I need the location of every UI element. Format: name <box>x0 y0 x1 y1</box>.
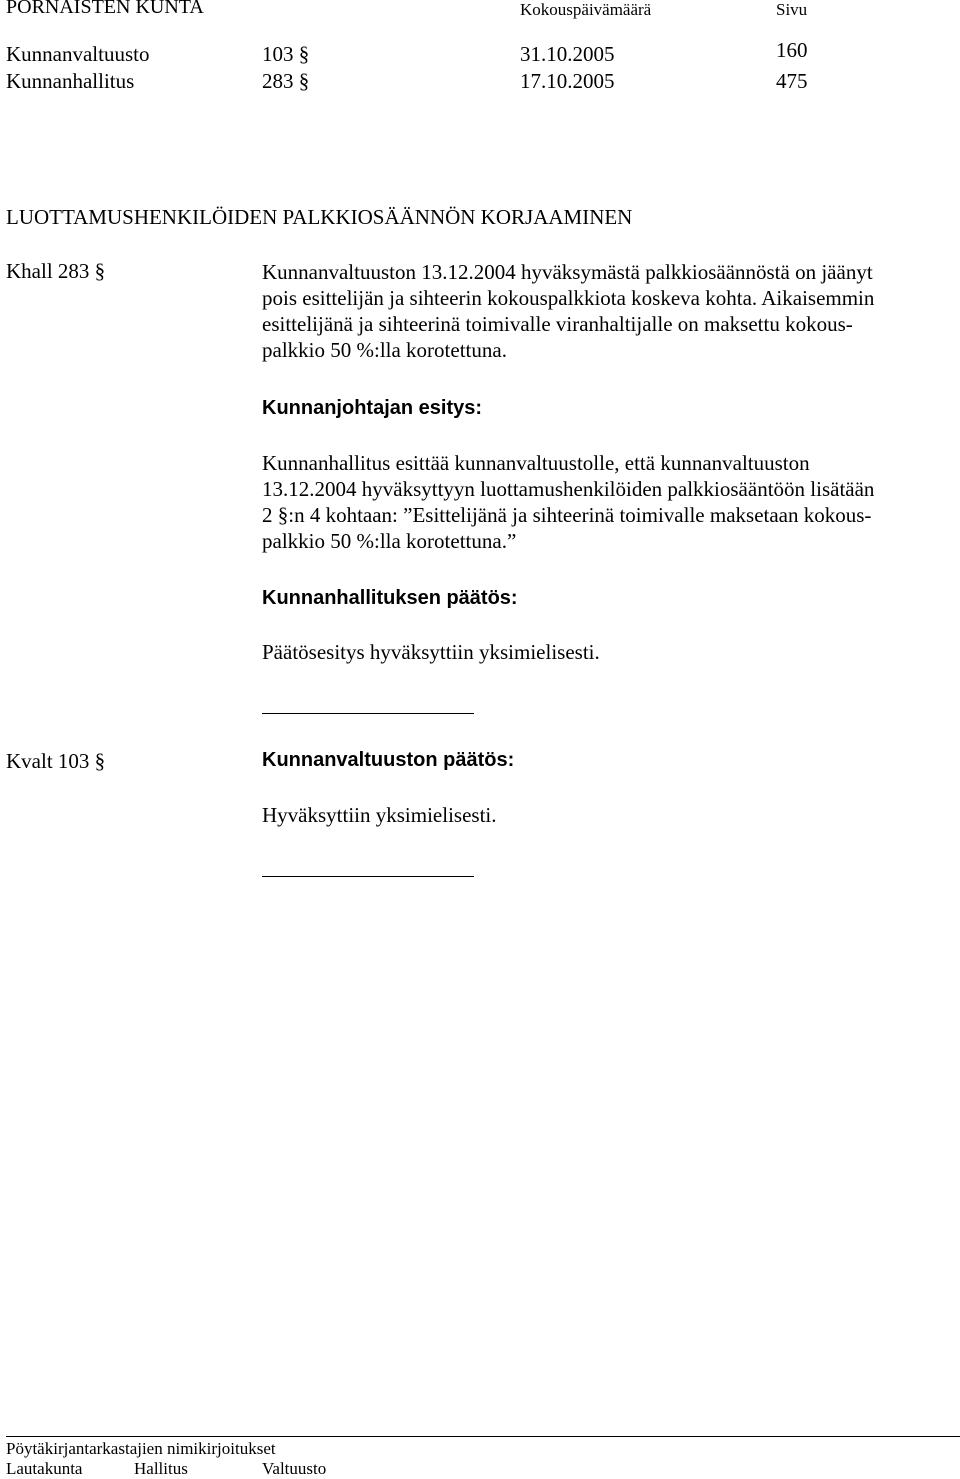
khall-intro-line: pois esittelijän ja sihteerin kokouspalkkiota koskeva kohta. Aikaisemmin <box>262 286 875 310</box>
meeting-section: 283 § <box>262 69 310 93</box>
meeting-body: Kunnanhallitus <box>6 69 135 93</box>
meeting-date: 17.10.2005 <box>520 69 615 93</box>
proposal-line: Kunnanhallitus esittää kunnanvaltuustolle, että kunnanvaltuuston <box>262 451 810 475</box>
khall-intro-line: palkkio 50 %:lla korotettuna. <box>262 338 507 362</box>
khall-decision-heading: Kunnanhallituksen päätös: <box>262 587 518 609</box>
khall-intro <box>262 259 874 363</box>
meeting-page: 475 <box>776 69 808 93</box>
khall-intro-line: esittelijänä ja sihteerinä toimivalle viranhaltijalle on maksettu kokous- <box>262 312 853 336</box>
proposal-heading: Kunnanjohtajan esitys: <box>262 397 483 419</box>
meeting-body: Kunnanvaltuusto <box>6 42 150 66</box>
kvalt-decision-heading: Kunnanvaltuuston päätös: <box>262 749 515 771</box>
meeting-section: 103 § <box>262 42 310 66</box>
kvalt-decision-text: Hyväksyttiin yksimielisesti. <box>262 803 497 827</box>
document-title: LUOTTAMUSHENKILÖIDEN PALKKIOSÄÄNNÖN KORJAAMINEN <box>6 205 633 229</box>
proposal-text <box>262 450 874 554</box>
footer-column-hallitus: Hallitus <box>134 1459 188 1478</box>
section-separator <box>262 713 474 714</box>
khall-decision-text: Päätösesitys hyväksyttiin yksimielisesti. <box>262 640 600 664</box>
proposal-line: 13.12.2004 hyväksyttyyn luottamushenkilöiden palkkiosääntöön lisätään <box>262 477 875 501</box>
section-separator <box>262 876 474 877</box>
footer-column-lautakunta: Lautakunta <box>6 1459 83 1478</box>
meeting-date: 31.10.2005 <box>520 42 615 66</box>
page-column-label: Sivu <box>776 0 808 19</box>
footer-rule <box>6 1436 960 1437</box>
meeting-page: 160 <box>776 38 808 62</box>
signatures-label: Pöytäkirjantarkastajien nimikirjoitukset <box>6 1439 276 1458</box>
date-column-label: Kokouspäivämäärä <box>520 0 652 19</box>
proposal-line: palkkio 50 %:lla korotettuna.” <box>262 529 517 553</box>
kvalt-reference: Kvalt 103 § <box>6 749 106 773</box>
proposal-line: 2 §:n 4 kohtaan: ”Esittelijänä ja sihteerinä toimivalle maksetaan kokous- <box>262 503 872 527</box>
khall-intro-line: Kunnanvaltuuston 13.12.2004 hyväksymästä palkkiosäännöstä on jäänyt <box>262 260 873 284</box>
khall-reference: Khall 283 § <box>6 259 106 283</box>
municipality-name: PORNAISTEN KUNTA <box>6 0 204 18</box>
footer-column-valtuusto: Valtuusto <box>262 1459 327 1478</box>
